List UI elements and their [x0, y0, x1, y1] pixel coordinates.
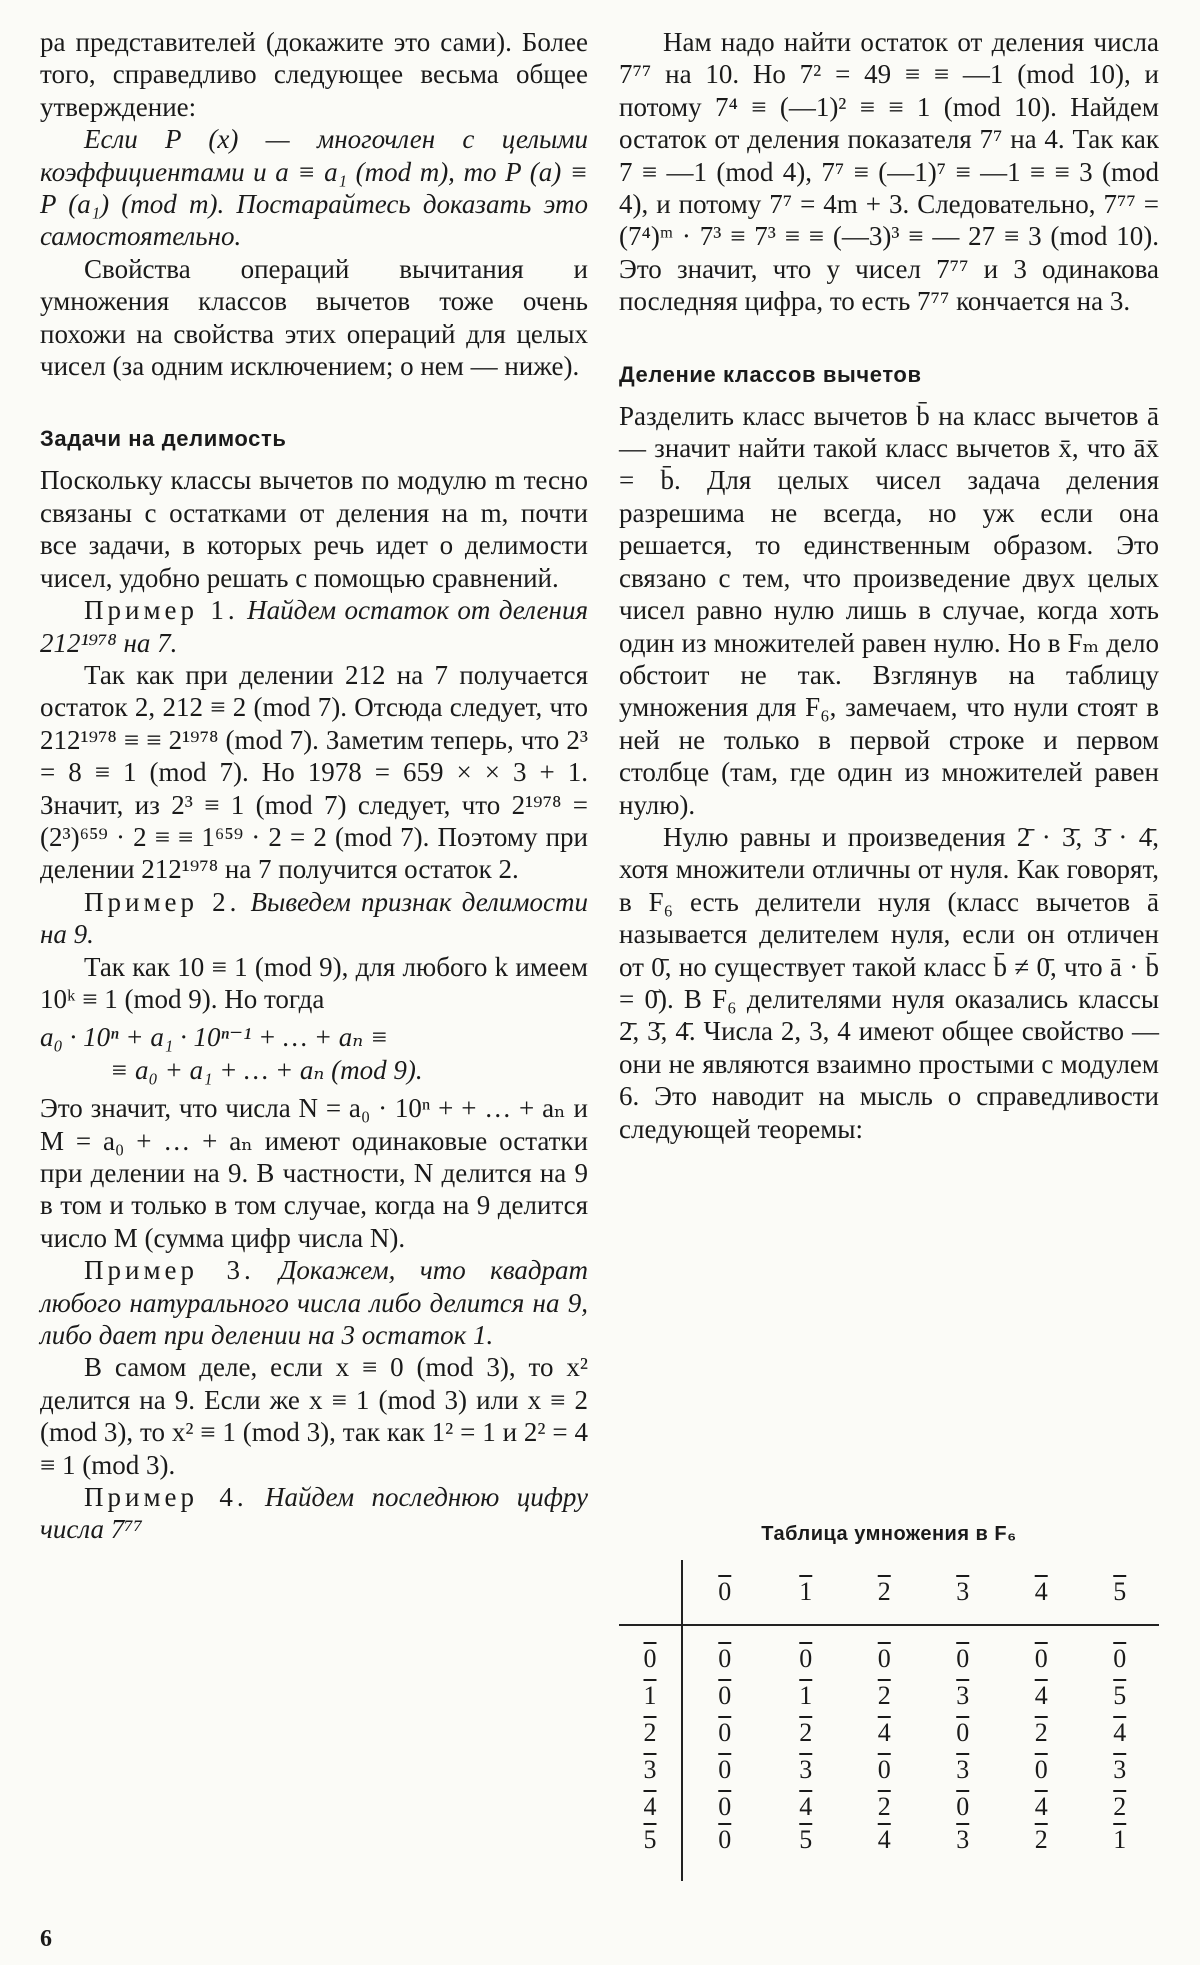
paragraph: Свойства операций вычитания и умножения классов вычетов тоже очень похожи на свойства этих операций для целых чисел (за одним исключением; о нем — ниже). — [40, 253, 588, 382]
table-header-row — [619, 1560, 1159, 1625]
table-cell: 0 — [1034, 1754, 1048, 1784]
section-heading-residue-division: Деление классов вычетов — [619, 361, 922, 387]
right-column — [619, 26, 1159, 1855]
table-cell: 3 — [956, 1754, 970, 1784]
row-header: 4 — [619, 1788, 682, 1825]
formula — [40, 1021, 588, 1086]
table-cell: 0 — [718, 1644, 732, 1673]
table-corner — [619, 1560, 682, 1625]
paragraph: ра представителей (докажите это сами). Более того, справедливо следующее весьма общее утверждение: — [40, 27, 588, 122]
column-header: 3 — [924, 1560, 1002, 1625]
paragraph: Поскольку классы вычетов по модулю m тесно связаны с остатками от деления на m, почти все задачи, в которых речь идет о делимости чисел, удобно решать с помощью сравнений. — [40, 465, 588, 593]
table-cell: 0 — [956, 1644, 970, 1673]
page-number: 6 — [40, 1926, 52, 1952]
column-header: 5 — [1080, 1560, 1159, 1625]
example-label: Пример 2. — [84, 886, 241, 917]
table-cell: 0 — [718, 1825, 732, 1855]
section-heading-divisibility: Задачи на делимость — [40, 426, 287, 452]
table-row — [619, 1625, 1159, 1678]
table-cell: 1 — [1113, 1825, 1127, 1855]
column-header: 1 — [767, 1560, 845, 1625]
table-cell: 0 — [718, 1791, 732, 1821]
row-header: 5 — [619, 1825, 682, 1881]
table-caption: Таблица умножения в F₆ — [761, 1523, 1017, 1545]
paragraph: Так как при делении 212 на 7 получается остаток 2, 212 ≡ 2 (mod 7). Отсюда следует, что 212¹⁹⁷⁸ ≡ ≡ 2¹⁹⁷⁸ (mod 7). Заметим теперь, что 2³ = 8 ≡ 1 (mod 7). Но 1978 = 659 × × 3 + 1. Значит, из 2³ ≡ 1 (mod 7) следует, что 2¹⁹⁷⁸ = (2³)⁶⁵⁹ · 2 ≡ ≡ 1⁶⁵⁹ · 2 = 2 (mod 7). Поэтому при делении 212¹⁹⁷⁸ на 7 получится остаток 2. — [40, 659, 588, 885]
table-grid — [619, 1560, 1159, 1881]
paragraph: Нулю равны и произведения 2̄ · 3̄, 3̄ · 4̄, хотя множители отличны от нуля. Как говорят, в F₆ есть делители нуля (класс вычетов ā называется делителем нуля, если он отличен от 0̄, но существует такой класс b̄ ≠ 0̄, что ā · b̄ = 0̄). В F₆ делителями нуля оказались классы 2̄, 3̄, 4̄. Числа 2, 3, 4 имеют общее свойство — они не являются взаимно простыми с модулем 6. Это наводит на мысль о справедливости следующей теоремы: — [619, 821, 1159, 1144]
table-cell: 4 — [799, 1791, 813, 1821]
example-title: Найдем остаток от деления 212¹⁹⁷⁸ на 7. — [40, 595, 588, 658]
table-cell: 4 — [877, 1718, 891, 1748]
table-cell: 5 — [1113, 1681, 1127, 1711]
column-header: 0 — [682, 1560, 767, 1625]
row-header: 3 — [619, 1752, 682, 1789]
table-row — [619, 1788, 1159, 1825]
table-cell: 2 — [1034, 1825, 1048, 1855]
example-2 — [40, 886, 588, 951]
table-cell: 2 — [1034, 1718, 1048, 1748]
table-cell: 0 — [956, 1718, 970, 1748]
table-cell: 0 — [718, 1754, 732, 1784]
table-cell: 0 — [718, 1718, 732, 1748]
table-cell: 3 — [1113, 1754, 1127, 1784]
table-cell: 5 — [799, 1825, 813, 1855]
table-cell: 0 — [877, 1754, 891, 1784]
table-cell: 3 — [799, 1754, 813, 1784]
table-row — [619, 1678, 1159, 1715]
paragraph: Так как 10 ≡ 1 (mod 9), для любого k имеем 10ᵏ ≡ 1 (mod 9). Но тогда — [40, 951, 588, 1014]
example-3 — [40, 1254, 588, 1351]
example-label: Пример 1. — [84, 595, 239, 626]
example-4 — [40, 1481, 588, 1546]
table-cell: 4 — [1034, 1791, 1048, 1821]
example-1 — [40, 594, 588, 659]
example-label: Пример 4. — [84, 1482, 248, 1513]
row-header: 0 — [619, 1625, 682, 1678]
table-cell: 4 — [1034, 1681, 1048, 1711]
formula-line: ≡ a₀ + a₁ + … + aₙ (mod 9). — [110, 1054, 423, 1085]
paragraph: В самом деле, если x ≡ 0 (mod 3), то x² делится на 9. Если же x ≡ 1 (mod 3) или x ≡ 2 (mod 3), то x² ≡ 1 (mod 3), так как 1² = 1 и 2² = 4 ≡ 1 (mod 3). — [40, 1352, 588, 1480]
table-cell: 3 — [956, 1825, 970, 1855]
paragraph: Нам надо найти остаток от деления числа 7⁷⁷ на 10. Но 7² = 49 ≡ ≡ —1 (mod 10), и потому 7⁴ ≡ (—1)² ≡ ≡ 1 (mod 10). Найдем остаток от деления показателя 7⁷ на 4. Так как 7 ≡ —1 (mod 4), 7⁷ ≡ (—1)⁷ ≡ —1 ≡ ≡ 3 (mod 4), и потому 7⁷ = 4m + 3. Следовательно, 7⁷⁷ = (7⁴)ᵐ · 7³ ≡ 7³ ≡ ≡ (—3)³ ≡ — 27 ≡ 3 (mod 10). Это значит, что у чисел 7⁷⁷ и 3 одинакова последняя цифра, то есть 7⁷⁷ кончается на 3. — [619, 27, 1159, 317]
table-cell: 0 — [718, 1681, 732, 1711]
table-cell: 2 — [877, 1791, 891, 1821]
example-label: Пример 3. — [84, 1255, 255, 1286]
example-title: Выведем признак делимости на 9. — [40, 886, 588, 950]
table-cell: 2 — [877, 1681, 891, 1711]
table-row — [619, 1825, 1159, 1881]
table-cell: 4 — [877, 1825, 891, 1855]
row-header: 1 — [619, 1678, 682, 1715]
table-cell: 0 — [1113, 1644, 1127, 1673]
example-title: Найдем последнюю цифру числа 7⁷⁷ — [40, 1482, 588, 1545]
row-header: 2 — [619, 1715, 682, 1752]
formula-line: a₀ · 10ⁿ + a₁ · 10ⁿ⁻¹ + … + aₙ ≡ — [40, 1022, 389, 1053]
table-row — [619, 1715, 1159, 1752]
example-title: Докажем, что квадрат любого натурального числа либо делится на 9, либо дает при делении на 3 остаток 1. — [40, 1255, 589, 1351]
table-cell: 0 — [877, 1644, 891, 1673]
multiplication-table — [619, 1523, 1159, 1881]
theorem-statement: Если P (x) — многочлен с целыми коэффициентами и a ≡ a₁ (mod m), то P (a) ≡ P (a₁) (mod m). Постарайтесь доказать это самостоятельно. — [40, 124, 588, 252]
table-cell: 0 — [1034, 1644, 1048, 1673]
table-cell: 2 — [799, 1718, 813, 1748]
table-cell: 1 — [799, 1681, 813, 1711]
table-row — [619, 1752, 1159, 1789]
paragraph: Это значит, что числа N = a₀ · 10ⁿ + + … + aₙ и M = a₀ + … + aₙ имеют одинаковые остатки при делении на 9. В частности, N делится на 9 в том и только в том случае, когда на 9 делится число M (сумма цифр числа N). — [40, 1093, 588, 1253]
table-cell: 0 — [799, 1644, 813, 1673]
table-cell: 3 — [956, 1681, 970, 1711]
column-header: 4 — [1002, 1560, 1080, 1625]
table-cell: 0 — [956, 1791, 970, 1821]
table-cell: 2 — [1113, 1791, 1127, 1821]
left-column — [40, 26, 588, 1546]
table-cell: 4 — [1113, 1718, 1127, 1748]
column-header: 2 — [845, 1560, 923, 1625]
paragraph: Разделить класс вычетов b̄ на класс вычетов ā — значит найти такой класс вычетов x̄, что āx̄ = b̄. Для целых чисел задача деления разрешима не всегда, но уж если она решается, то единственным образом. Это связано с тем, что произведение двух целых чисел равно нулю лишь в случае, когда хоть один из множителей равен нулю. Но в Fₘ дело обстоит не так. Взглянув на таблицу умножения для F₆, замечаем, что нули стоят в ней не только в первой строке и первом столбце (там, где один из множителей равен нулю). — [619, 400, 1159, 820]
